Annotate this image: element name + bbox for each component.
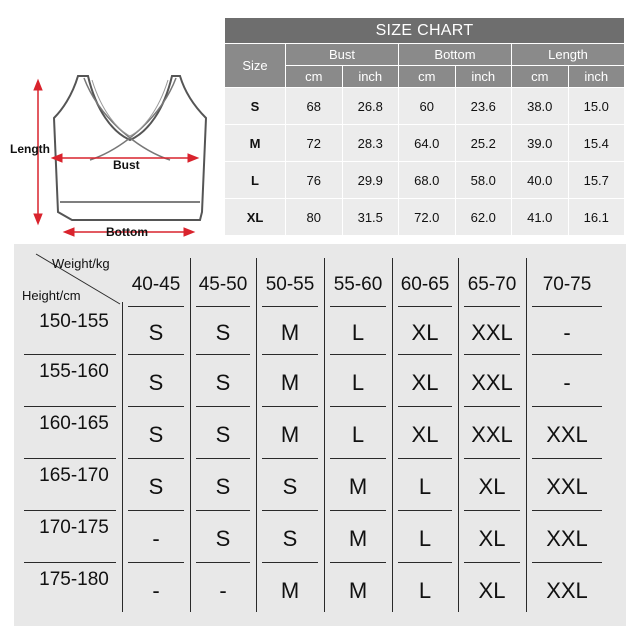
row-divider [532, 562, 602, 563]
row-divider [196, 354, 250, 355]
size-recommendation-cell: - [219, 578, 227, 603]
size-recommendation-cell: M [280, 320, 300, 345]
size-recommendation-cell: L [418, 526, 432, 551]
row-divider [532, 458, 602, 459]
weight-axis-label: Weight/kg [52, 256, 110, 271]
row-divider [398, 510, 452, 511]
group-header-bust: Bust [286, 44, 399, 66]
row-divider [330, 306, 386, 307]
size-recommendation-cell: XXL [546, 474, 588, 499]
size-recommendation-cell: XXL [546, 578, 588, 603]
row-divider [196, 510, 250, 511]
value-cell: 15.4 [568, 125, 625, 162]
value-cell: 80 [286, 199, 343, 236]
value-cell: 39.0 [512, 125, 569, 162]
unit-header: inch [568, 66, 625, 88]
row-divider [24, 510, 116, 511]
value-cell: 76 [286, 162, 343, 199]
row-divider [24, 406, 116, 407]
size-recommendation-cell: L [418, 578, 432, 603]
row-divider [262, 306, 318, 307]
size-cell: M [225, 125, 286, 162]
row-divider [24, 562, 116, 563]
size-recommendation-cell: XL [411, 422, 439, 447]
row-divider [262, 406, 318, 407]
size-recommendation-cell: M [280, 370, 300, 395]
size-recommendation-cell: - [152, 578, 160, 603]
value-cell: 72 [286, 125, 343, 162]
size-recommendation-cell: XXL [471, 422, 513, 447]
value-cell: 31.5 [342, 199, 399, 236]
value-cell: 68.0 [399, 162, 456, 199]
height-axis-label: Height/cm [22, 288, 81, 303]
row-divider [398, 458, 452, 459]
size-chart-title: SIZE CHART [225, 18, 625, 44]
size-recommendation-cell: - [563, 320, 571, 345]
row-divider [532, 510, 602, 511]
column-divider [122, 302, 123, 612]
weight-column-header: 50-55 [265, 274, 315, 295]
table-row [225, 199, 625, 236]
size-recommendation-cell: S [215, 526, 231, 551]
size-header: Size [225, 44, 286, 88]
value-cell: 58.0 [455, 162, 512, 199]
row-divider [196, 306, 250, 307]
weight-column-header: 45-50 [198, 274, 248, 295]
height-row-header: 175-180 [39, 569, 109, 590]
length-label: Length [10, 142, 50, 156]
group-header-bottom: Bottom [399, 44, 512, 66]
row-divider [262, 562, 318, 563]
size-recommendation-cell: XXL [546, 422, 588, 447]
weight-column-header: 65-70 [467, 274, 517, 295]
value-cell: 29.9 [342, 162, 399, 199]
value-cell: 15.7 [568, 162, 625, 199]
row-divider [532, 406, 602, 407]
row-divider [262, 510, 318, 511]
row-divider [128, 306, 184, 307]
size-cell: S [225, 88, 286, 125]
size-recommendation-cell: S [282, 526, 298, 551]
table-row [225, 125, 625, 162]
row-divider [330, 562, 386, 563]
row-divider [128, 354, 184, 355]
group-header-length: Length [512, 44, 625, 66]
row-divider [532, 354, 602, 355]
value-cell: 26.8 [342, 88, 399, 125]
bra-outline [54, 76, 206, 220]
unit-header: cm [286, 66, 343, 88]
row-divider [464, 510, 520, 511]
size-recommendation-cell: XXL [471, 370, 513, 395]
size-recommendation-cell: S [148, 474, 164, 499]
size-recommendation-cell: XL [478, 474, 506, 499]
size-recommendation-cell: L [351, 320, 365, 345]
size-recommendation-cell: XL [411, 320, 439, 345]
row-divider [464, 458, 520, 459]
value-cell: 41.0 [512, 199, 569, 236]
row-divider [464, 562, 520, 563]
unit-header: inch [342, 66, 399, 88]
height-row-header: 165-170 [39, 465, 109, 486]
row-divider [398, 306, 452, 307]
size-cell: L [225, 162, 286, 199]
size-recommendation-cell: XXL [546, 526, 588, 551]
row-divider [24, 354, 116, 355]
size-cell: XL [225, 199, 286, 236]
row-divider [330, 406, 386, 407]
size-recommendation-cell: XL [411, 370, 439, 395]
size-recommendation-cell: L [418, 474, 432, 499]
value-cell: 23.6 [455, 88, 512, 125]
value-cell: 62.0 [455, 199, 512, 236]
row-divider [262, 354, 318, 355]
height-row-header: 160-165 [39, 413, 109, 434]
row-divider [24, 458, 116, 459]
size-recommendation-cell: XL [478, 526, 506, 551]
value-cell: 68 [286, 88, 343, 125]
size-recommendation-cell: L [351, 370, 365, 395]
size-recommendation-cell: L [351, 422, 365, 447]
height-weight-grid [14, 244, 626, 626]
value-cell: 25.2 [455, 125, 512, 162]
value-cell: 72.0 [399, 199, 456, 236]
weight-column-header: 55-60 [333, 274, 383, 295]
bottom-label: Bottom [106, 225, 148, 239]
size-chart-table [224, 17, 625, 236]
height-row-header: 170-175 [39, 517, 109, 538]
row-divider [262, 458, 318, 459]
value-cell: 16.1 [568, 199, 625, 236]
row-divider [398, 562, 452, 563]
size-recommendation-cell: M [348, 578, 368, 603]
value-cell: 60 [399, 88, 456, 125]
value-cell: 40.0 [512, 162, 569, 199]
weight-column-header: 40-45 [131, 274, 181, 295]
row-divider [196, 562, 250, 563]
value-cell: 15.0 [568, 88, 625, 125]
row-divider [464, 306, 520, 307]
row-divider [128, 406, 184, 407]
table-row [225, 162, 625, 199]
height-row-header: 150-155 [39, 311, 109, 332]
unit-header: cm [512, 66, 569, 88]
unit-header: cm [399, 66, 456, 88]
garment-diagram [0, 0, 222, 245]
size-recommendation-cell: M [280, 422, 300, 447]
size-recommendation-cell: M [348, 526, 368, 551]
unit-header: inch [455, 66, 512, 88]
size-recommendation-cell: S [215, 370, 231, 395]
weight-column-header: 70-75 [542, 274, 592, 295]
size-recommendation-cell: S [148, 422, 164, 447]
row-divider [196, 406, 250, 407]
size-recommendation-cell: - [152, 526, 160, 551]
size-recommendation-cell: M [348, 474, 368, 499]
size-recommendation-cell: XXL [471, 320, 513, 345]
value-cell: 64.0 [399, 125, 456, 162]
size-recommendation-cell: S [215, 474, 231, 499]
height-row-header: 155-160 [39, 361, 109, 382]
row-divider [398, 406, 452, 407]
weight-column-header: 60-65 [400, 274, 450, 295]
row-divider [196, 458, 250, 459]
bust-label: Bust [113, 158, 140, 172]
row-divider [464, 406, 520, 407]
size-recommendation-cell: S [282, 474, 298, 499]
row-divider [128, 562, 184, 563]
row-divider [128, 458, 184, 459]
row-divider [128, 510, 184, 511]
size-recommendation-cell: M [280, 578, 300, 603]
table-row [225, 88, 625, 125]
row-divider [330, 458, 386, 459]
row-divider [532, 306, 602, 307]
row-divider [398, 354, 452, 355]
value-cell: 28.3 [342, 125, 399, 162]
row-divider [330, 510, 386, 511]
size-recommendation-cell: S [148, 320, 164, 345]
size-recommendation-cell: S [215, 320, 231, 345]
row-divider [330, 354, 386, 355]
size-recommendation-cell: XL [478, 578, 506, 603]
row-divider [464, 354, 520, 355]
value-cell: 38.0 [512, 88, 569, 125]
size-recommendation-cell: S [148, 370, 164, 395]
size-recommendation-cell: - [563, 370, 571, 395]
size-recommendation-cell: S [215, 422, 231, 447]
